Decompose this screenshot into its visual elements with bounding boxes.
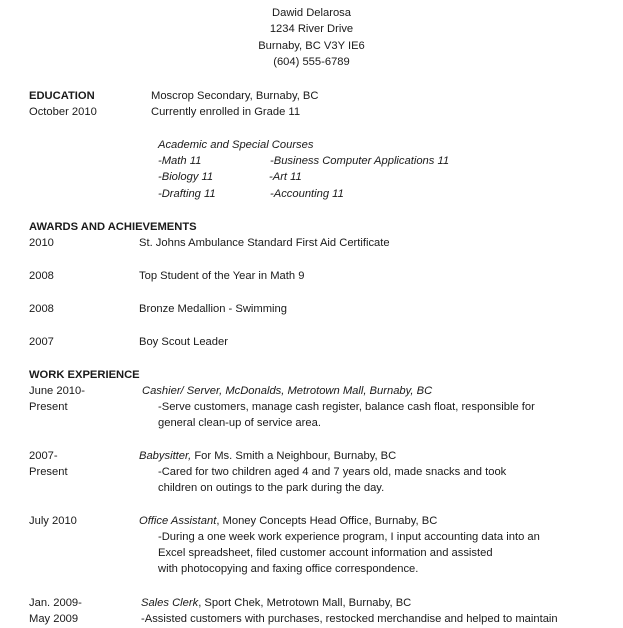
job-title-line bbox=[139, 513, 437, 530]
job-date-end: Present bbox=[29, 401, 68, 413]
award-year: 2007 bbox=[29, 336, 54, 348]
job-title: Babysitter, bbox=[139, 450, 192, 462]
applicant-name: Dawid Delarosa bbox=[272, 7, 351, 19]
job-employer: , Money Concepts Head Office, Burnaby, BC bbox=[216, 515, 438, 527]
awards-heading: AWARDS AND ACHIEVEMENTS bbox=[29, 221, 197, 233]
work-heading: WORK EXPERIENCE bbox=[29, 369, 140, 381]
job-date-start: Jan. 2009- bbox=[29, 597, 82, 609]
job-description: -During a one week work experience program, I input accounting data into an bbox=[158, 531, 540, 543]
courses-title: Academic and Special Courses bbox=[158, 139, 314, 151]
job-date-end: May 2009 bbox=[29, 613, 79, 625]
course-item: -Biology 11 bbox=[158, 171, 214, 183]
job-title: Office Assistant bbox=[139, 515, 217, 527]
award-text: Top Student of the Year in Math 9 bbox=[139, 270, 305, 282]
job-title: Cashier/ Server, McDonalds, Metrotown Mall, Burnaby, BC bbox=[142, 385, 433, 397]
job-date-start: June 2010- bbox=[29, 385, 85, 397]
education-heading: EDUCATION bbox=[29, 90, 95, 102]
phone-line: (604) 555-6789 bbox=[273, 56, 350, 68]
job-date-start: July 2010 bbox=[29, 515, 77, 527]
address-line: 1234 River Drive bbox=[269, 23, 354, 35]
course-item: -Accounting 11 bbox=[270, 188, 344, 200]
course-item: -Art 11 bbox=[269, 171, 302, 183]
job-title-line bbox=[142, 383, 432, 400]
job-title: Sales Clerk bbox=[141, 597, 199, 609]
education-date: October 2010 bbox=[29, 106, 97, 118]
job-description: with photocopying and faxing office correspondence. bbox=[158, 563, 419, 575]
job-date-end: Present bbox=[29, 466, 68, 478]
job-description: children on outings to the park during the day. bbox=[158, 482, 385, 494]
job-date-start: 2007- bbox=[29, 450, 58, 462]
course-item: -Drafting 11 bbox=[158, 188, 216, 200]
award-text: Bronze Medallion - Swimming bbox=[139, 303, 287, 315]
job-description: -Assisted customers with purchases, restocked merchandise and helped to maintain bbox=[141, 613, 558, 625]
job-description: general clean-up of service area. bbox=[158, 417, 321, 429]
job-description: -Serve customers, manage cash register, balance cash float, responsible for bbox=[158, 401, 535, 413]
award-year: 2008 bbox=[29, 270, 54, 282]
course-item: -Math 11 bbox=[158, 155, 202, 167]
award-year: 2010 bbox=[29, 237, 54, 249]
job-description: Excel spreadsheet, filed customer account information and assisted bbox=[158, 547, 493, 559]
school-name: Moscrop Secondary, Burnaby, BC bbox=[151, 90, 319, 102]
education-status: Currently enrolled in Grade 11 bbox=[151, 106, 301, 118]
job-description: -Cared for two children aged 4 and 7 years old, made snacks and took bbox=[158, 466, 507, 478]
job-employer: , Sport Chek, Metrotown Mall, Burnaby, BC bbox=[198, 597, 412, 609]
award-text: Boy Scout Leader bbox=[139, 336, 228, 348]
award-year: 2008 bbox=[29, 303, 54, 315]
job-employer: For Ms. Smith a Neighbour, Burnaby, BC bbox=[191, 450, 397, 462]
job-title-line bbox=[141, 595, 411, 612]
award-text: St. Johns Ambulance Standard First Aid Certificate bbox=[139, 237, 390, 249]
job-title-line bbox=[139, 448, 396, 465]
course-item: -Business Computer Applications 11 bbox=[270, 155, 450, 167]
city-line: Burnaby, BC V3Y IE6 bbox=[258, 40, 365, 52]
